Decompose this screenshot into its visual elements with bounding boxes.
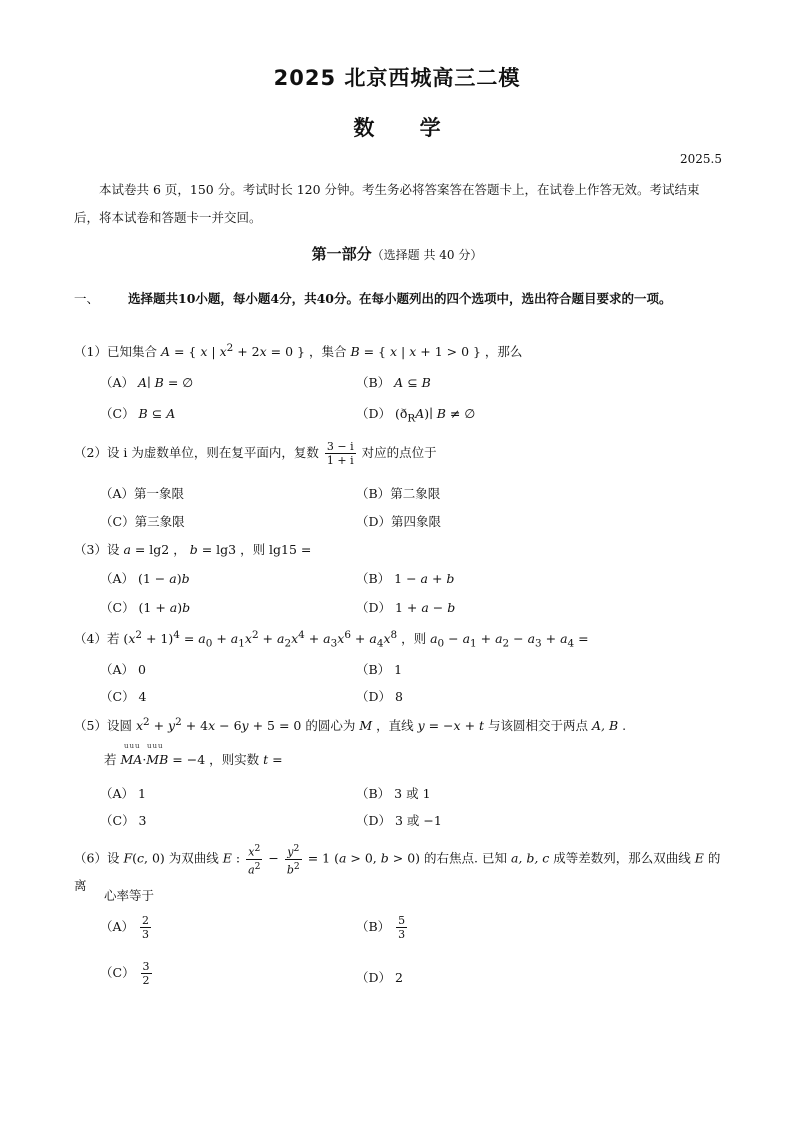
option-text: 第四象限: [391, 514, 442, 529]
question-3-option-a: （A） (1 − a)b: [100, 571, 190, 586]
question-1-option-a: （A） A∣ B = ∅: [100, 375, 194, 390]
section-instruction: [74, 285, 724, 312]
part-title: 第一部分: [311, 245, 372, 263]
question-2-option-b: （B）第二象限: [356, 486, 441, 501]
question-5-stem: （5）设圆 $x^2 + y^2 + 4x - 6y + 5 = 0$ 的圆心为 M ，直线 y = −x + t 与该圆相交于两点 A, B .: [74, 716, 627, 734]
question-3-option-d: （D） 1 + a − b: [356, 600, 456, 615]
option-text: 1: [138, 786, 146, 801]
option-text: 8: [395, 689, 403, 704]
question-2-stem: （2）设 i 为虚数单位，则在复平面内，复数 $\frac{3 - i}{1 + i}$ 对应的点位于: [74, 440, 437, 467]
question-6-stem-line-2: 心率等于: [104, 888, 155, 903]
part-note: （选择题 共 40 分）: [371, 248, 483, 262]
question-3-option-c: （C） (1 + a)b: [100, 600, 191, 615]
option-text: 第二象限: [390, 486, 441, 501]
part-heading: [0, 243, 794, 264]
question-5-option-d: （D） 3 或 −1: [356, 813, 442, 828]
fraction: $\frac{y^2}{b^2}$: [286, 843, 300, 877]
question-4-option-a: （A） 0: [100, 662, 146, 677]
option-text: 1: [394, 662, 403, 677]
fraction: $\frac{3 - i}{1 + i}$: [326, 440, 354, 467]
exam-subject: 数 学: [353, 116, 441, 140]
question-2-option-c: （C）第三象限: [100, 514, 185, 529]
question-5-option-c: （C） 3: [100, 813, 147, 828]
exam-instructions: 本试卷共 6 页，150 分。考试时长 120 分钟。考生务必将答案答在答题卡上，在试卷上作答无效。考试结束后，将本试卷和答题卡一并交回。: [74, 182, 700, 225]
question-6-option-c: （C） $\frac{3}{2}$: [100, 960, 150, 987]
section-number: 一、: [74, 291, 100, 306]
question-5-stem-line-2: 若 MA·MB = −4 ，则实数 t =: [104, 752, 283, 767]
question-5-option-b: （B） 3 或 1: [356, 786, 431, 801]
fraction: $\frac{2}{3}$: [142, 914, 150, 941]
exam-title: 2025 北京西城高三二模: [273, 66, 521, 90]
question-6-option-d: （D） 2: [356, 970, 403, 985]
question-5-option-a: （A） 1: [100, 786, 146, 801]
question-2-option-a: （A）第一象限: [100, 486, 185, 501]
option-text: 第一象限: [134, 486, 185, 501]
question-4-stem: （4）若 $(x^2 + 1)^4 = a_0 + a_1x^2 + a_2x^4 + a_3x^6 + a_4x^8$ ，则 $a_0 - a_1 + a_2 - a_3 + a_4$ =: [74, 629, 589, 650]
question-4-option-b: （B） 1: [356, 662, 403, 677]
question-4-option-c: （C） 4: [100, 689, 147, 704]
question-1-stem: （1）已知集合 A = { x | $x^2 + 2x = 0$ } ，集合 B = { x | x + 1 > 0 } ，那么: [74, 342, 523, 360]
question-6-option-b: （B） $\frac{5}{3}$: [356, 914, 406, 941]
option-text: 3 或 −1: [395, 813, 442, 828]
vector-arrow-icon: uuu uuu: [124, 742, 164, 750]
option-text: 4: [138, 689, 147, 704]
option-text: 0: [138, 662, 146, 677]
question-1-option-b: （B） A ⊆ B: [356, 375, 431, 390]
option-text: 2: [395, 970, 403, 985]
question-2-option-d: （D）第四象限: [356, 514, 442, 529]
question-6-stem: （6）设 F(c, 0) 为双曲线 E : $\frac{x^2}{a^2}$ − $\frac{y^2}{b^2}$ = 1 (a > 0, b > 0) 的右焦点. 已知 a, b, c 成等差数列，那么双曲线 E 的离: [74, 843, 721, 894]
fraction: $\frac{3}{2}$: [142, 960, 150, 987]
fraction: $\frac{x^2}{a^2}$: [248, 843, 261, 877]
fraction: $\frac{5}{3}$: [398, 914, 406, 941]
option-text: 第三象限: [134, 514, 185, 529]
option-text: 3: [138, 813, 147, 828]
question-4-option-d: （D） 8: [356, 689, 403, 704]
question-1-option-d: （D） $(ð_RA)∣$ B ≠ ∅: [356, 406, 476, 425]
question-6-option-a: （A） $\frac{2}{3}$: [100, 914, 150, 941]
question-1-option-c: （C） B ⊆ A: [100, 406, 176, 421]
question-3-option-b: （B） 1 − a + b: [356, 571, 455, 586]
exam-date: 2025.5: [680, 152, 722, 166]
question-3-stem: （3）设 a = lg2 ， b = lg3 ，则 lg15 =: [74, 542, 312, 557]
section-instruction-text: 选择题共10小题，每小题4分，共40分。在每小题列出的四个选项中，选出符合题目要求的一项。: [128, 291, 672, 306]
option-text: 3 或 1: [394, 786, 431, 801]
